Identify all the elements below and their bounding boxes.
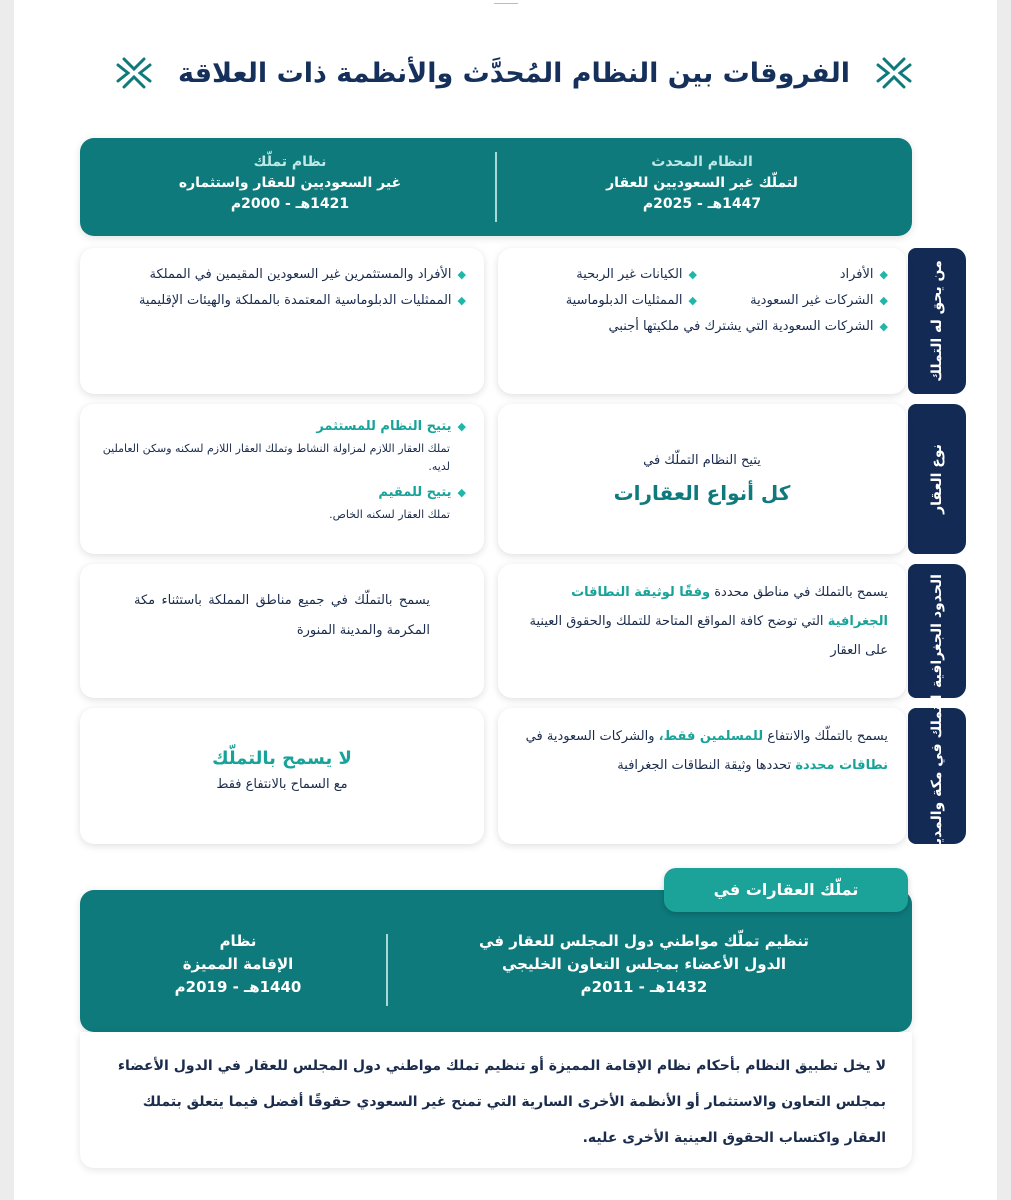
bullet-icon: ◆ bbox=[457, 294, 466, 307]
ornament-left-icon bbox=[114, 53, 154, 93]
type-new-line1: يتيح النظام التملّك في bbox=[643, 453, 761, 468]
bullet-icon: ◆ bbox=[688, 294, 697, 307]
bullet-icon: ◆ bbox=[879, 268, 888, 281]
gcc-system bbox=[404, 930, 884, 999]
makkah-old-cell bbox=[80, 708, 484, 844]
new-system-header bbox=[502, 152, 902, 215]
header-divider bbox=[495, 152, 497, 222]
old-system-header bbox=[90, 152, 490, 215]
item-text: تملك العقار لسكنه الخاص. bbox=[329, 508, 450, 521]
list-item bbox=[98, 262, 466, 288]
row-label-text: التملك في مكة والمدينة bbox=[929, 694, 945, 858]
list-item bbox=[516, 262, 697, 288]
gcc-line1: تنظيم تملّك مواطني دول المجلس للعقار في bbox=[479, 932, 809, 950]
geo-accent: وفقًا لوثيقة النطاقات الجغرافية bbox=[571, 585, 888, 629]
title-row bbox=[74, 38, 954, 108]
gcc-date: 1432هـ - 2011م bbox=[580, 978, 708, 996]
bottom-divider bbox=[386, 934, 388, 1006]
ornament-right-icon bbox=[874, 53, 914, 93]
gcc-line2: الدول الأعضاء بمجلس التعاون الخليجي bbox=[501, 955, 787, 973]
document-page bbox=[14, 0, 997, 1200]
top-divider bbox=[494, 0, 518, 4]
type-new-cell bbox=[498, 404, 906, 554]
row-label-text: الحدود الجغرافية bbox=[929, 574, 945, 688]
note-text: لا يخل تطبيق النظام بأحكام نظام الإقامة المميزة أو تنظيم تملك مواطني دول المجلس للعقار في الدول الأعضاء بمجلس التعاون والاستثمار أو الأنظمة الأخرى السارية التي تمنح غير السعودي حقوقًا أفضل فيما يتعلق بتملك العقار واكتساب الحقوق العينية الأخرى عليه. bbox=[117, 1058, 886, 1146]
makkah-new-cell bbox=[498, 708, 906, 844]
list-item bbox=[516, 314, 888, 340]
geo-old-text: يسمح بالتملّك في جميع مناطق المملكة باستثناء مكة المكرمة والمدينة المنورة bbox=[134, 593, 430, 638]
geo-text-1: يسمح بالتملك في مناطق محددة bbox=[714, 585, 888, 600]
row-label-type bbox=[908, 404, 966, 554]
premium-line2: الإقامة المميزة bbox=[182, 955, 294, 973]
row-label-who bbox=[908, 248, 966, 394]
item-text: الأفراد والمستثمرين غير السعودين المقيمين في المملكة bbox=[149, 267, 452, 282]
bullet-icon: ◆ bbox=[879, 320, 888, 333]
list-item bbox=[98, 480, 466, 506]
list-item bbox=[516, 288, 697, 314]
old-system-date: 1421هـ - 2000م bbox=[230, 196, 350, 212]
list-item bbox=[98, 288, 466, 314]
item-text: الكيانات غير الربحية bbox=[576, 267, 683, 282]
makkah-accent-2: نطاقات محددة bbox=[795, 758, 888, 773]
type-new-line2: كل أنواع العقارات bbox=[613, 481, 791, 505]
item-text: الممثليات الدبلوماسية المعتمدة بالمملكة والهيئات الإقليمية bbox=[138, 293, 452, 308]
bullet-icon: ◆ bbox=[879, 294, 888, 307]
makkah-text-1: يسمح بالتملّك والانتفاع bbox=[767, 729, 888, 744]
item-text: الشركات غير السعودية bbox=[750, 293, 874, 308]
list-item bbox=[98, 414, 466, 440]
item-text: تملك العقار اللازم لمزاولة النشاط وتملك العقار اللازم لسكنه وسكن العاملين لديه. bbox=[102, 442, 450, 473]
makkah-old-text: مع السماح بالانتفاع فقط bbox=[216, 777, 348, 792]
ownership-badge: تملّك العقارات في bbox=[664, 868, 908, 912]
premium-residency-system bbox=[108, 930, 368, 999]
premium-date: 1440هـ - 2019م bbox=[174, 978, 302, 996]
old-system-title: نظام تملّك bbox=[253, 154, 327, 170]
row-label-text: من يحق له التملك bbox=[929, 260, 945, 382]
list-item bbox=[707, 288, 888, 314]
item-title: يتيح النظام للمستثمر bbox=[316, 419, 452, 434]
page-title: الفروقات بين النظام المُحدَّث والأنظمة ذات العلاقة bbox=[177, 57, 851, 89]
row-label-geo bbox=[908, 564, 966, 698]
new-system-date: 1447هـ - 2025م bbox=[642, 196, 762, 212]
row-label-makkah bbox=[908, 694, 966, 858]
item-text: الأفراد bbox=[839, 267, 874, 282]
item-title: يتيح للمقيم bbox=[378, 485, 452, 500]
new-system-subtitle: لتملّك غير السعوديين للعقار bbox=[606, 175, 798, 191]
makkah-old-title: لا يسمح بالتملّك bbox=[212, 748, 352, 769]
comparison-header bbox=[80, 138, 912, 236]
makkah-accent-1: للمسلمين فقط، bbox=[658, 729, 764, 744]
geo-old-cell bbox=[80, 564, 484, 698]
geo-text-2: التي توضح كافة المواقع المتاحة للتملك والحقوق العينية على العقار bbox=[529, 614, 888, 658]
bottom-note bbox=[80, 1032, 912, 1168]
bullet-icon: ◆ bbox=[457, 420, 466, 433]
type-old-cell bbox=[80, 404, 484, 554]
makkah-text-3: تحددها وثيقة النطاقات الجغرافية bbox=[617, 758, 792, 773]
who-new-cell bbox=[498, 248, 906, 394]
list-item bbox=[707, 262, 888, 288]
item-text: الشركات السعودية التي يشترك في ملكيتها أجنبي bbox=[608, 319, 874, 334]
geo-new-cell bbox=[498, 564, 906, 698]
bullet-icon: ◆ bbox=[688, 268, 697, 281]
who-old-cell bbox=[80, 248, 484, 394]
bullet-icon: ◆ bbox=[457, 486, 466, 499]
makkah-text-2: والشركات السعودية في bbox=[525, 729, 655, 744]
old-system-subtitle: غير السعوديين للعقار واستثماره bbox=[178, 175, 402, 191]
new-system-title: النظام المحدث bbox=[651, 154, 753, 170]
item-text: الممثليات الدبلوماسية bbox=[565, 293, 683, 308]
bullet-icon: ◆ bbox=[457, 268, 466, 281]
premium-line1: نظام bbox=[219, 932, 257, 950]
row-label-text: نوع العقار bbox=[929, 444, 945, 514]
